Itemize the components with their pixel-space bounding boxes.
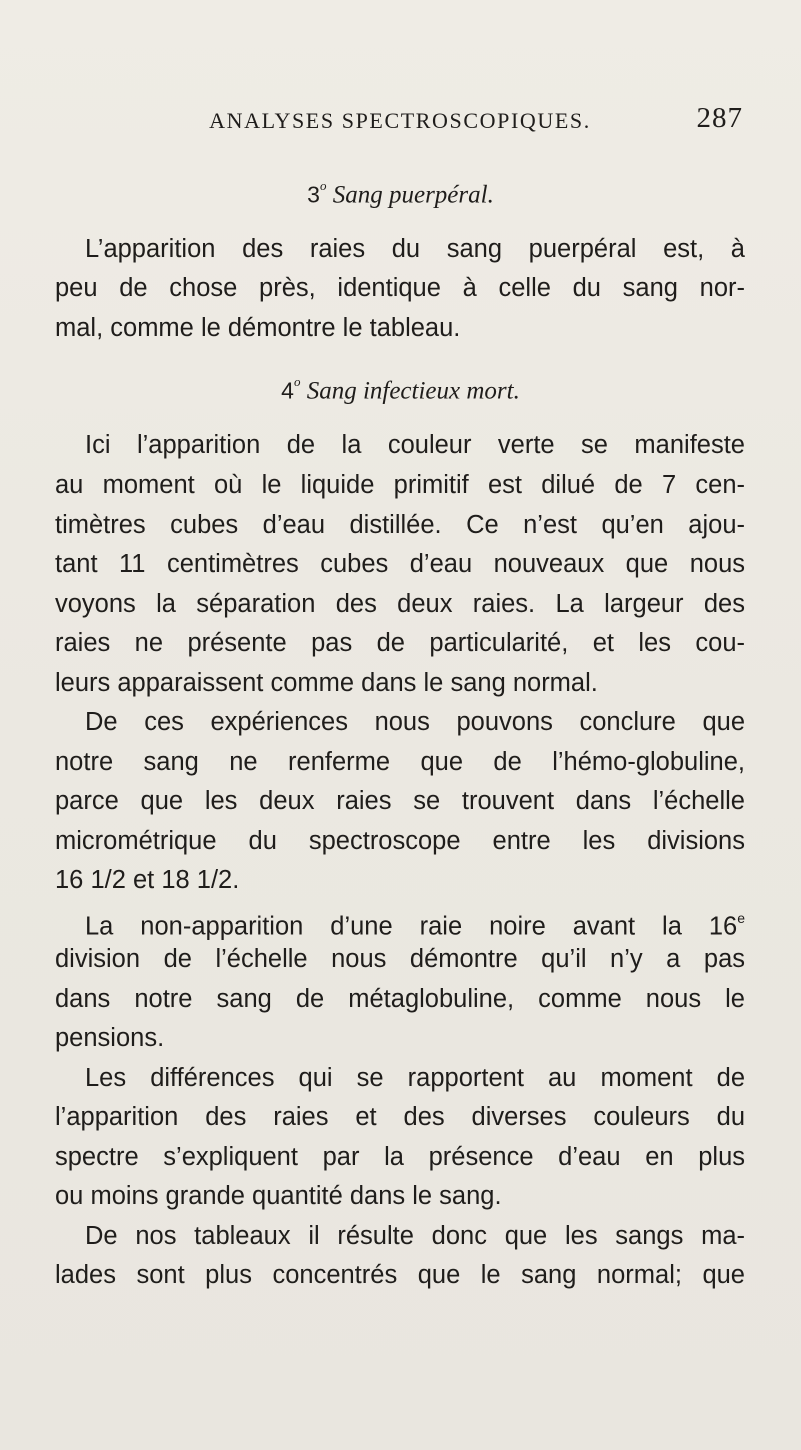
text-line: Les différences qui se rapportent au moment de <box>85 1064 745 1092</box>
text-line: L’apparition des raies du sang puerpéral est, à <box>85 235 745 263</box>
section-heading-3 <box>0 178 801 209</box>
section-heading-4 <box>0 374 801 405</box>
text-line: micrométrique du spectroscope entre les divisions <box>55 827 745 855</box>
text-line: spectre s’expliquent par la présence d’eau en plus <box>55 1143 745 1171</box>
section-title: Sang infectieux mort. <box>306 377 520 405</box>
text-line: peu de chose près, identique à celle du sang nor- <box>55 274 745 302</box>
text-line: tant 11 centimètres cubes d’eau nouveaux que nous <box>55 550 745 578</box>
text-line: ou moins grande quantité dans le sang. <box>55 1182 502 1210</box>
running-head <box>55 98 745 138</box>
text-line: timètres cubes d’eau distillée. Ce n’est qu’en ajou- <box>55 511 745 539</box>
running-head-title: ANALYSES SPECTROSCOPIQUES. <box>209 108 591 133</box>
text-line: pensions. <box>55 1024 165 1052</box>
text-line: notre sang ne renferme que de l’hémo-globuline, <box>55 748 745 776</box>
section-number: 3 <box>307 181 320 208</box>
text-line: dans notre sang de métaglobuline, comme nous le <box>55 985 745 1013</box>
section-number: 4 <box>281 377 294 404</box>
text-line: mal, comme le démontre le tableau. <box>55 314 461 342</box>
text-line: leurs apparaissent comme dans le sang normal. <box>55 669 598 697</box>
text-line: 16 1/2 et 18 1/2. <box>55 866 240 894</box>
text-line: voyons la séparation des deux raies. La largeur des <box>55 590 745 618</box>
text-line: l’apparition des raies et des diverses couleurs du <box>55 1103 745 1131</box>
section-degree: o <box>293 374 301 389</box>
superscript: e <box>737 910 745 926</box>
section-degree: o <box>319 178 327 193</box>
text-line: De nos tableaux il résulte donc que les sangs ma- <box>85 1222 745 1250</box>
text-line: division de l’échelle nous démontre qu’il n’y a pas <box>55 945 745 973</box>
text-line-content: La non-apparition d’une raie noire avant la 16 <box>85 912 738 941</box>
text-line: Ici l’apparition de la couleur verte se manifeste <box>85 431 745 459</box>
text-line: au moment où le liquide primitif est dilué de 7 cen- <box>55 471 745 499</box>
section-title: Sang puerpéral. <box>332 181 494 209</box>
page-number: 287 <box>696 102 743 134</box>
text-line: parce que les deux raies se trouvent dans l’échelle <box>55 787 745 815</box>
text-line: raies ne présente pas de particularité, et les cou- <box>55 629 745 657</box>
text-line: De ces expériences nous pouvons conclure que <box>85 708 745 736</box>
text-line: lades sont plus concentrés que le sang normal; que <box>55 1261 745 1289</box>
